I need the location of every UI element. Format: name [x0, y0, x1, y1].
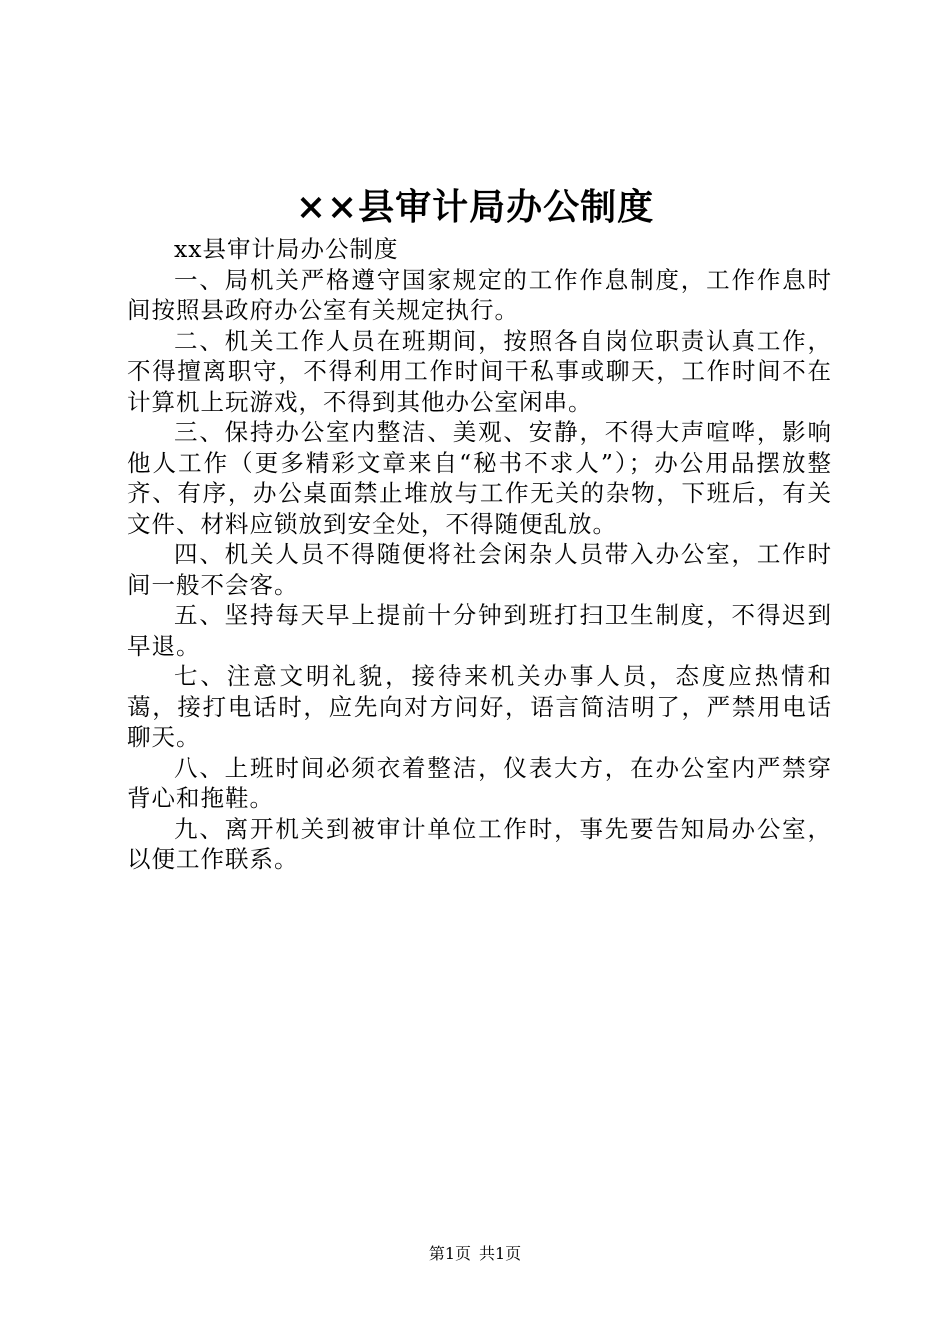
paragraph-9: 九、离开机关到被审计单位工作时，事先要告知局办公室，以便工作联系。	[127, 814, 832, 873]
paragraph-1: 一、局机关严格遵守国家规定的工作作息制度，工作作息时间按照县政府办公室有关规定执行。	[127, 265, 832, 324]
page-footer	[0, 1242, 950, 1266]
document-title: ××县审计局办公制度	[295, 186, 655, 228]
paragraph-4: 四、机关人员不得随便将社会闲杂人员带入办公室，工作时间一般不会客。	[127, 540, 832, 599]
paragraph-2: 二、机关工作人员在班期间，按照各自岗位职责认真工作，不得擅离职守，不得利用工作时间干私事或聊天，工作时间不在计算机上玩游戏，不得到其他办公室闲串。	[127, 326, 832, 416]
page-total: 共1页	[479, 1244, 522, 1263]
page-number: 第1页	[428, 1244, 471, 1263]
paragraph-3: 三、保持办公室内整洁、美观、安静，不得大声喧哗，影响他人工作（更多精彩文章来自“秘书不求人”）；办公用品摆放整齐、有序，办公桌面禁止堆放与工作无关的杂物，下班后，有关文件、材料应锁放到安全处，不得随便乱放。	[127, 418, 832, 538]
paragraph-8: 八、上班时间必须衣着整洁，仪表大方，在办公室内严禁穿背心和拖鞋。	[127, 753, 832, 812]
document-body	[127, 234, 832, 875]
paragraph-5: 五、坚持每天早上提前十分钟到班打扫卫生制度，不得迟到早退。	[127, 601, 832, 660]
paragraph-7: 七、注意文明礼貌，接待来机关办事人员，态度应热情和蔼，接打电话时，应先向对方问好，语言简洁明了，严禁用电话聊天。	[127, 662, 832, 751]
paragraph-subtitle: xx县审计局办公制度	[174, 235, 399, 263]
